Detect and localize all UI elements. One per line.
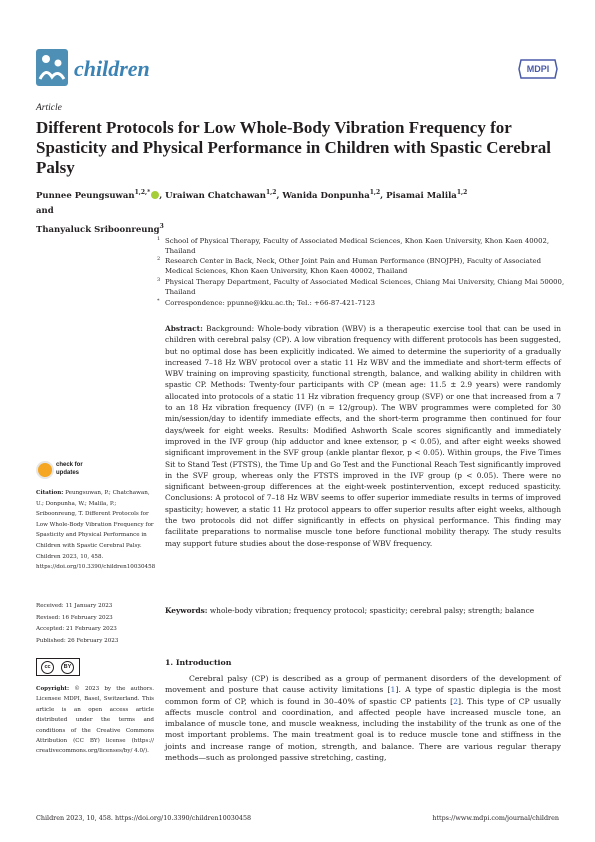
footer-citation[interactable]: Children 2023, 10, 458. https://doi.org/10.3390/children10030458 [36,814,252,822]
author-connector: and [36,205,54,216]
keywords [165,605,561,616]
date-accepted: Accepted: 21 February 2023 [36,626,117,633]
article-type: Article [36,103,62,113]
affiliation-number: 3 [157,277,161,283]
intro-text: ]. A type of spastic diplegia is the most common form of CP, which is found in 30–40% of spastic CP patients [ [165,685,562,706]
copyright-label: Copyright: [36,686,70,692]
affiliation-number: 1 [157,236,161,242]
check-for-updates-button[interactable] [36,461,96,483]
author-name[interactable]: , Pisamai Malila [380,190,457,201]
affiliation-number: * [157,298,160,304]
check-updates-label: updates [56,470,80,476]
affiliation-sup: 1,2 [266,189,277,196]
reference-link[interactable]: 1 [390,685,396,695]
section-heading: 1. Introduction [165,658,232,667]
affiliation-3 [157,277,565,297]
intro-paragraph [165,673,561,763]
author-name[interactable]: Thanyaluck Sriboonreung [36,224,160,235]
copyright-block [36,684,154,757]
citation-block [36,488,156,573]
date-received: Received: 11 January 2023 [36,603,113,609]
article-title: Different Protocols for Low Whole-Body Vibration Frequency for Spasticity and Physical Performance in Children with Spastic Cerebral Palsy [36,118,552,177]
keywords-text: whole-body vibration; frequency protocol; spasticity; cerebral palsy; strength; balance [209,606,535,615]
author-name[interactable]: , Wanida Donpunha [276,190,370,201]
correspondence [157,298,565,308]
author-name[interactable]: , Uraiwan Chatchawan [159,190,266,201]
check-updates-label: check for [56,462,83,468]
correspondence-text[interactable]: Correspondence: ppunne@kku.ac.th; Tel.: +66-87-421-7123 [165,299,375,307]
affiliation-text: Physical Therapy Department, Faculty of Associated Medical Sciences, Chiang Mai University, Chiang Mai 50000, Thailand [165,278,565,296]
copyright-text: © 2023 by the authors. Licensee MDPI, Basel, Switzerland. This article is an open access article distributed under the terms and conditions of the Creative Commons Attribution (CC BY) license (https:// creativecommons.org/licenses/by/ 4.0/). [36,686,155,755]
affiliation-sup: 1,2 [456,189,468,196]
date-published: Published: 26 February 2023 [36,637,119,644]
intro-text: Cerebral palsy (CP) is described as a group of permanent disorders of the development of movement and posture that cause activity limitations [ [165,674,561,695]
author-list [36,185,486,238]
article-dates [36,601,156,647]
check-updates-icon [36,461,54,479]
date-revised: Revised: 16 February 2023 [36,614,113,621]
affiliation-sup: 1,2 [369,189,381,196]
footer-journal-url[interactable]: https://www.mdpi.com/journal/children [432,814,559,822]
children-journal-logo-icon [36,49,68,86]
affiliation-1 [157,236,565,256]
intro-text: ]. This type of CP usually affects muscle control and coordination, and affected people have increased muscle tone, an imbalance of muscle tone, and muscle weakness, including the instability of the trunk as one of the most important problems. The main treatment goal is to reduce muscle tone and stiffness in the joints and increase range of motion, strength, and balance. There are various regular therapy methods—such as prolonged passive stretching, casting, [165,696,562,763]
affiliation-text: Research Center in Back, Neck, Other Joint Pain and Human Performance (BNOJPH), Faculty of Associated Medical Sciences, Khon Kaen University, Khon Kaen 40002, Thailand [165,257,541,275]
publisher-name: MDPI [526,64,550,74]
affiliation-number: 2 [157,256,161,262]
mdpi-logo[interactable] [517,58,559,80]
author-name[interactable]: Punnee Peungsuwan [36,190,135,201]
journal-name: children [74,56,150,81]
abstract-label: Abstract: [165,324,203,333]
cc-by-license-icon[interactable] [36,658,80,676]
citation-text: Peungsuwan, P.; Chatchawan, U.; Donpunha, W.; Malila, P.; Sriboonreung, T. Different Protocols for Low Whole-Body Vibration Frequency for Spasticity and Physical Performance in Children with Spastic Cerebral Palsy. Children 2023, 10, 458. https://doi.org/10.3390/children10030458 [36,490,156,571]
affiliation-2 [157,256,565,276]
cc-icon: cc [41,661,54,674]
reference-link[interactable]: 2 [453,696,458,706]
affiliation-sup: 3 [159,222,164,230]
affiliation-sup: 1,2,* [134,189,151,196]
abstract-text: Background: Whole-body vibration (WBV) is a therapeutic exercise tool that can be used in children with cerebral palsy (CP). A low vibration frequency with different protocols has been suggested, but no optimal dose has been explicitly indicated. We aimed to determine the superiority of a gradually increased 7–18 Hz WBV protocol over a static 11 Hz WBV and the immediate and short-term effects of WBV training on improving spasticity, functional strength, balance, and walking ability in children with spastic CP. Methods: Twenty-four participants with CP (mean age: 11.5 ± 2.9 years) were randomly allocated into protocols of a static 11 Hz vibration frequency group (SVF) or one that increased from a 7 to an 18 Hz vibration frequency (IVF) (n = 12/group). The WBV programmes were completed for 30 min/session/day to identify immediate effects, and the short-term programme then continued for four days/week for eight weeks. Results: Modified Ashworth Scale scores significantly and immediately improved in the IVF group (hip adductor and knee extensor, p < 0.05), and after eight weeks showed significant improvement in the SVF group (ankle plantar flexor, p < 0.05). Within groups, the Five Times Sit to Stand Test (FTSTS), the Time Up and Go Test and the Functional Reach Test significantly improved in the SVF group, whereas only the FTSTS improved in the IVF group (p < 0.05). There were no significant between-group differences at the eight-week postintervention, except reduced spasticity. Conclusions: A protocol of 7–18 Hz WBV seems to offer superior immediate results in terms of improved spasticity; however, a static 11 Hz protocol appears to offer superior results after eight weeks, although the two protocols did not differ significantly in effects on physical performance. This finding may facilitate preparations to normalise muscle tone before functional mobility therapy. The study results may support future studies about the dose-response of WBV frequency. [165,324,561,548]
abstract [165,323,561,549]
by-icon: BY [61,661,74,674]
affiliation-text: School of Physical Therapy, Faculty of Associated Medical Sciences, Khon Kaen University, Khon Kaen 40002, Thailand [165,237,550,255]
keywords-label: Keywords: [165,606,208,615]
citation-label: Citation: [36,490,64,496]
